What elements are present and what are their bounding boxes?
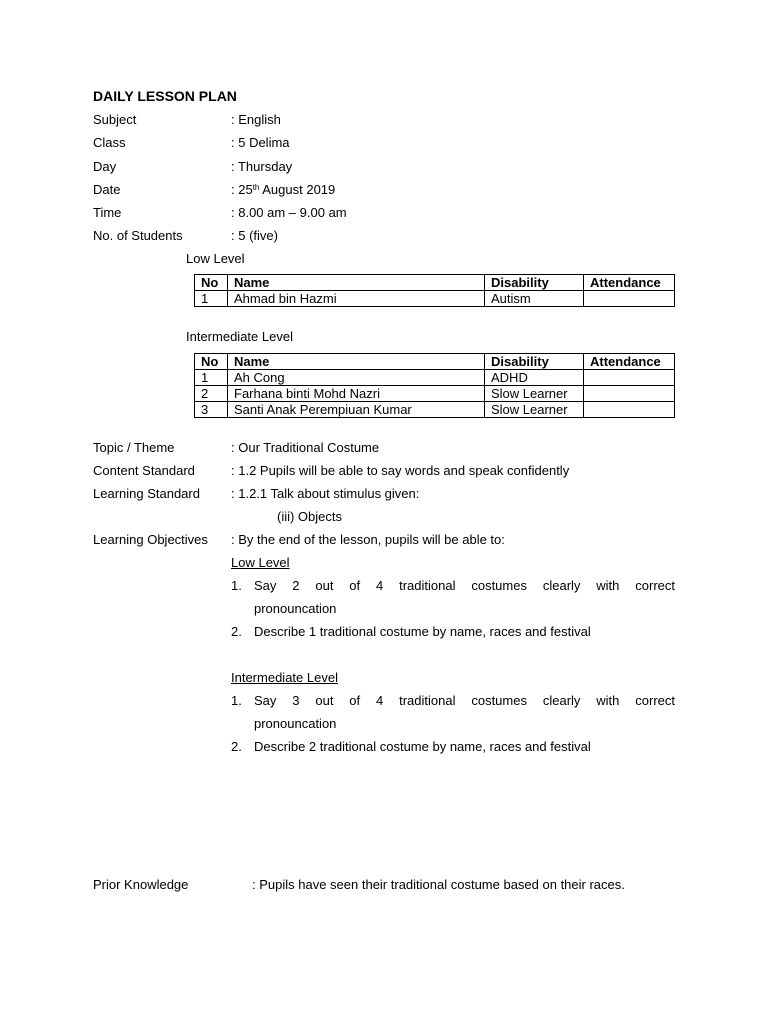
students-value: : 5 (five) [231, 228, 278, 243]
cell-disability: ADHD [485, 370, 584, 386]
content-standard-label: Content Standard [93, 463, 195, 478]
header-disability: Disability [485, 275, 584, 291]
objective-text-line2: pronouncation [254, 716, 337, 731]
table-header-row [195, 354, 675, 370]
cell-no: 1 [195, 370, 228, 386]
objective-text-line1: Describe 2 traditional costume by name, races and festival [254, 739, 591, 754]
cell-attendance[interactable] [584, 402, 675, 418]
intermediate-level-heading: Intermediate Level [186, 329, 293, 344]
objective-item [231, 620, 675, 643]
objectives-intermediate-heading: Intermediate Level [231, 670, 338, 685]
class-value: : 5 Delima [231, 135, 290, 150]
header-attendance: Attendance [584, 275, 675, 291]
objective-number: 1. [231, 693, 242, 708]
objective-number: 2. [231, 739, 242, 754]
objective-number: 2. [231, 624, 242, 639]
table-header-row [195, 275, 675, 291]
cell-no: 1 [195, 291, 228, 307]
cell-attendance[interactable] [584, 370, 675, 386]
table-row [195, 370, 675, 386]
learning-standard-sub: (iii) Objects [277, 509, 343, 524]
prior-knowledge-label: Prior Knowledge [93, 877, 189, 892]
objective-text-line1: Say 2 out of 4 traditional costumes clearly with correct [254, 578, 675, 593]
time-value: : 8.00 am – 9.00 am [231, 205, 347, 220]
date-label: Date [93, 182, 121, 197]
learning-objectives-label: Learning Objectives [93, 532, 208, 547]
low-level-table [194, 274, 675, 307]
objective-text-line2: pronouncation [254, 601, 337, 616]
day-value: : Thursday [231, 159, 293, 174]
objectives-low-heading: Low Level [231, 555, 290, 570]
header-attendance: Attendance [584, 354, 675, 370]
cell-name: Santi Anak Perempiuan Kumar [228, 402, 485, 418]
day-label: Day [93, 159, 117, 174]
date-value [231, 182, 335, 198]
cell-no: 3 [195, 402, 228, 418]
cell-disability: Autism [485, 291, 584, 307]
learning-standard-label: Learning Standard [93, 486, 200, 501]
topic-value: : Our Traditional Costume [231, 440, 380, 455]
cell-disability: Slow Learner [485, 386, 584, 402]
objective-item [231, 574, 675, 620]
table-row [195, 291, 675, 307]
subject-value: : English [231, 112, 281, 127]
cell-name: Ah Cong [228, 370, 485, 386]
prior-knowledge-value: : Pupils have seen their traditional costume based on their races. [252, 877, 625, 892]
subject-label: Subject [93, 112, 137, 127]
cell-attendance[interactable] [584, 386, 675, 402]
objective-text-line1: Say 3 out of 4 traditional costumes clearly with correct [254, 693, 675, 708]
learning-standard-value: : 1.2.1 Talk about stimulus given: [231, 486, 420, 501]
table-row [195, 386, 675, 402]
topic-label: Topic / Theme [93, 440, 175, 455]
cell-no: 2 [195, 386, 228, 402]
objective-number: 1. [231, 578, 242, 593]
header-name: Name [228, 354, 485, 370]
page-title: DAILY LESSON PLAN [93, 88, 237, 104]
objective-text-line1: Describe 1 traditional costume by name, races and festival [254, 624, 591, 639]
table-row [195, 402, 675, 418]
header-no: No [195, 354, 228, 370]
header-disability: Disability [485, 354, 584, 370]
class-label: Class [93, 135, 126, 150]
content-standard-value: : 1.2 Pupils will be able to say words and speak confidently [231, 463, 570, 478]
objective-item [231, 689, 675, 735]
objective-item [231, 735, 675, 758]
cell-name: Ahmad bin Hazmi [228, 291, 485, 307]
date-prefix: : 25 [231, 182, 253, 197]
cell-name: Farhana binti Mohd Nazri [228, 386, 485, 402]
cell-attendance[interactable] [584, 291, 675, 307]
time-label: Time [93, 205, 122, 220]
header-name: Name [228, 275, 485, 291]
students-label: No. of Students [93, 228, 183, 243]
date-ordinal: th [252, 183, 260, 192]
cell-disability: Slow Learner [485, 402, 584, 418]
date-suffix: August 2019 [259, 182, 336, 197]
learning-objectives-intro: : By the end of the lesson, pupils will be able to: [231, 532, 505, 547]
header-no: No [195, 275, 228, 291]
intermediate-level-table [194, 353, 675, 418]
low-level-heading: Low Level [186, 251, 245, 266]
